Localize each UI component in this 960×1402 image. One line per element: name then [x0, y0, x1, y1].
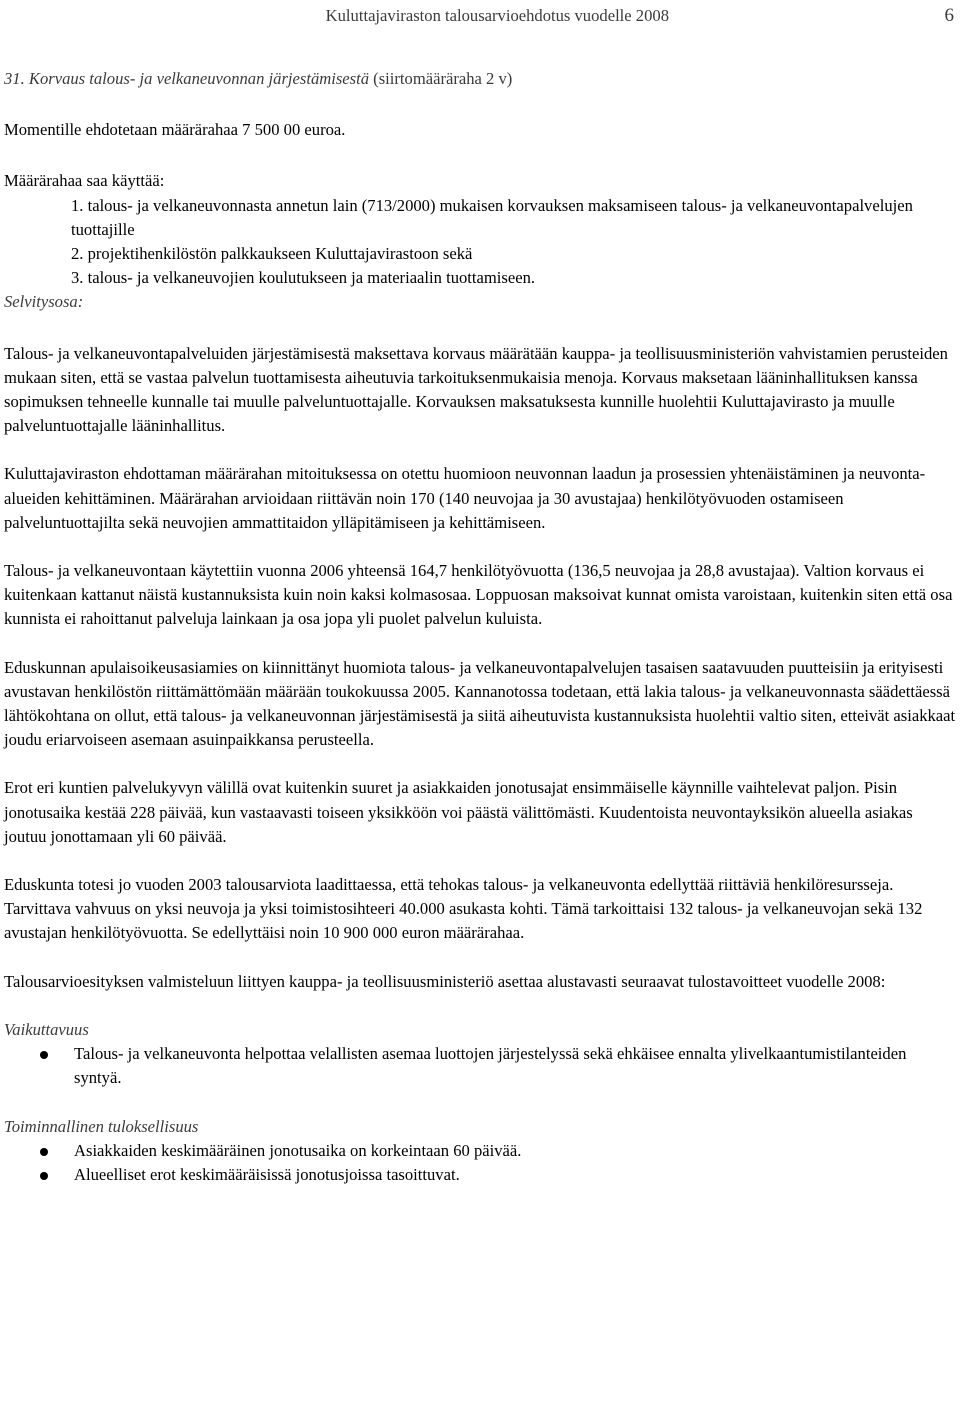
paragraph: Erot eri kuntien palvelukyvyn välillä ovat kuitenkin suuret ja asiakkaiden jonotusajat ensimmäiselle käynnille vaihtelevat paljon. Pisin jonotusaika kestää 228 päivää, kun vastaavasti toiseen yksikköön voi päästä välittömästi. Kuudentoista neuvontayksikön alueella asiakas joutuu jonottamaan yli 60 päivää. — [4, 778, 913, 846]
section-title: 31. Korvaus talous- ja velkaneuvonnan järjestämisestä — [4, 69, 370, 88]
section-heading — [4, 67, 956, 91]
usage-intro: Määrärahaa saa käyttää: — [4, 171, 165, 191]
operational-label: Toiminnallinen tuloksellisuus — [4, 1116, 199, 1136]
bullet-icon — [40, 1148, 48, 1156]
usage-item: 3. talous- ja velkaneuvojien koulutukseen ja materiaalin tuottamiseen. — [71, 268, 536, 288]
header-title: Kuluttajaviraston talousarvioehdotus vuodelle 2008 — [325, 6, 669, 25]
list-item-text: Asiakkaiden keskimääräinen jonotusaika on korkeintaan 60 päivää. — [74, 1140, 522, 1160]
paragraph: Kuluttajaviraston ehdottaman määrärahan mitoituksessa on otettu huomioon neuvonnan laadun ja prosessien yhtenäistäminen ja neuvonta-alueiden kehittäminen. Määrärahan arvioidaan riittävän noin 170 (140 neuvojaa ja 30 avustajaa) henkilötyövuoden ostamiseen palveluntuottajilta sekä neuvojien ammattitaidon ylläpitämiseen ja kehittämiseen. — [4, 464, 926, 532]
list-item — [4, 1139, 956, 1163]
explanation-label: Selvitysosa: — [4, 292, 84, 312]
paragraph: Eduskunnan apulaisoikeusasiamies on kiinnittänyt huomiota talous- ja velkaneuvontapalvelujen tasaisen saatavuuden puutteisiin ja erityisesti avustavan henkilöstön riittämättömään määrään toukokuussa 2005. Kannanotossa todetaan, että lakia talous- ja velkaneuvonnasta säädettäessä lähtökohtana on ollut, että talous- ja velkaneuvonnan järjestämisestä ja siitä aiheutuvista kustannuksista huolehtii valtio siten, etteivät asiakkaat joudu eriarvoiseen asemaan asuinpaikkansa perusteella. — [4, 657, 956, 750]
paragraph: Talousarvioesityksen valmisteluun liittyen kauppa- ja teollisuusministeriö asettaa alustavasti seuraavat tulostavoitteet vuodelle 2008: — [4, 971, 886, 991]
list-item-text: Alueelliset erot keskimääräisissä jonotusjoissa tasoittuvat. — [74, 1164, 460, 1184]
effectiveness-label: Vaikuttavuus — [4, 1019, 89, 1039]
list-item — [4, 1163, 956, 1187]
page-number: 6 — [944, 5, 954, 26]
bullet-icon — [40, 1172, 48, 1180]
usage-item: 2. projektihenkilöstön palkkaukseen Kuluttajavirastoon sekä — [71, 244, 473, 264]
appropriation-proposal: Momentille ehdotetaan määrärahaa 7 500 00 euroa. — [4, 120, 346, 140]
list-item — [4, 1042, 956, 1090]
usage-item: 1. talous- ja velkaneuvonnasta annetun lain (713/2000) mukaisen korvauksen maksamiseen talous- ja velkaneuvontapalvelujen tuottajille — [71, 195, 913, 239]
usage-list — [71, 194, 956, 291]
bullet-icon — [40, 1051, 48, 1059]
operational-list — [4, 1139, 956, 1187]
page-header — [0, 4, 960, 26]
appropriation-type: (siirtomääräraha 2 v) — [369, 69, 513, 88]
paragraph: Talous- ja velkaneuvontapalveluiden järjestämisestä maksettava korvaus määrätään kauppa- ja teollisuusministeriön vahvistamien perusteiden mukaan siten, että se vastaa palvelun tuottamisesta aiheutuvia tarkoituksenmukaisia menoja. Korvaus maksetaan lääninhallituksen kanssa sopimuksen tehneelle kunnalle tai muulle palveluntuottajalle. Korvauksen maksatuksesta kunnille huolehtii Kuluttajavirasto ja muulle palveluntuottajalle lääninhallitus. — [4, 343, 948, 436]
effectiveness-list — [4, 1042, 956, 1090]
list-item-text: Talous- ja velkaneuvonta helpottaa velallisten asemaa luottojen järjestelyssä sekä ehkäisee ennalta ylivelkaantumistilanteiden syntyä. — [74, 1044, 907, 1088]
paragraph: Talous- ja velkaneuvontaan käytettiin vuonna 2006 yhteensä 164,7 henkilötyövuotta (136,5 neuvojaa ja 28,8 avustajaa). Valtion korvaus ei kuitenkaan kattanut näistä kustannuksista kuin noin kaksi kolmasosaa. Loppuosan maksoivat kunnat omista varoistaan, kuitenkin siten että osa kunnista ei rahoittanut palveluja lainkaan ja osa jopa yli puolet palvelun kuluista. — [4, 561, 953, 629]
paragraph: Eduskunta totesi jo vuoden 2003 talousarviota laadittaessa, että tehokas talous- ja velkaneuvonta edellyttää riittäviä henkilöresursseja. Tarvittava vahvuus on yksi neuvoja ja yksi toimistosihteeri 40.000 asukasta kohti. Tämä tarkoittaisi 132 talous- ja velkaneuvojan sekä 132 avustajan henkilötyövuotta. Se edellyttäisi noin 10 900 000 euron määrärahaa. — [4, 875, 923, 943]
document-body — [4, 67, 956, 1187]
